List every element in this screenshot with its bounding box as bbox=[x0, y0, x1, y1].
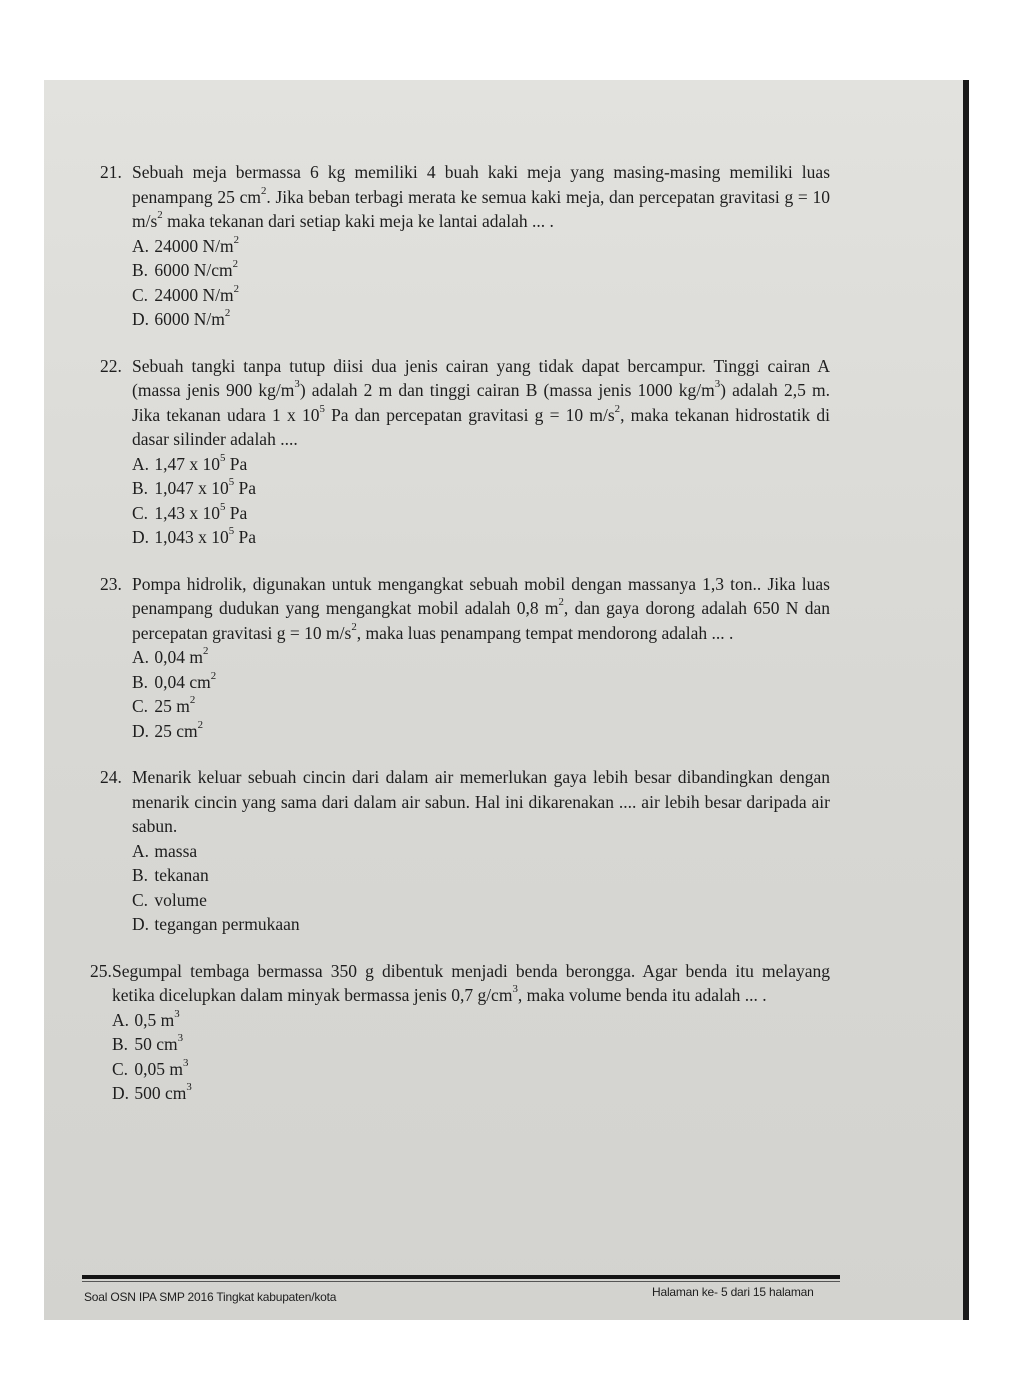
question-number: 24. bbox=[100, 767, 122, 787]
footer-page-number: Halaman ke- 5 dari 15 halaman bbox=[652, 1285, 814, 1299]
option-b bbox=[132, 863, 830, 888]
question-text: Menarik keluar sebuah cincin dari dalam air memerlukan gaya lebih besar dibandingkan dengan menarik cincin yang sama dari dalam air sabun. Hal ini dikarenakan .... air lebih besar daripada air sabun. bbox=[132, 767, 830, 836]
option-letter: D. bbox=[132, 309, 150, 329]
question-text: Sebuah tangki tanpa tutup diisi dua jenis cairan yang tidak dapat bercampur. Tinggi cairan A (massa jenis 900 $kg/m^3$) adalah 2 m dan tinggi cairan B (massa jenis 1000 $kg/m^3$) adalah 2,5 m. Jika tekanan udara 1 x $10^5$ Pa dan percepatan gravitasi g = 10 $m/s^2$, maka tekanan hidrostatik di dasar silinder adalah .... bbox=[132, 355, 830, 449]
option-letter: A. bbox=[112, 1009, 130, 1030]
option-text: 1,43 x $10^5$ Pa bbox=[154, 500, 248, 523]
option-text: 50 $cm^3$ bbox=[134, 1032, 184, 1054]
answer-options bbox=[132, 839, 830, 937]
option-d bbox=[132, 307, 830, 332]
option-b bbox=[112, 1032, 830, 1057]
option-letter: C. bbox=[132, 889, 149, 910]
option-text: 6000 $N/m^2$ bbox=[154, 307, 231, 329]
option-text: 0,5 $m^3$ bbox=[134, 1007, 180, 1030]
question-number: 23. bbox=[100, 573, 122, 594]
answer-options bbox=[132, 645, 830, 743]
option-b bbox=[132, 258, 830, 283]
option-letter: D. bbox=[132, 914, 150, 934]
option-text: volume bbox=[154, 889, 207, 910]
option-letter: B. bbox=[112, 1034, 129, 1054]
option-letter: C. bbox=[112, 1058, 129, 1079]
option-d bbox=[132, 719, 830, 744]
option-text: 24000 $N/m^2$ bbox=[154, 282, 240, 305]
answer-options bbox=[112, 1008, 830, 1106]
option-text: tekanan bbox=[154, 865, 209, 885]
option-letter: D. bbox=[132, 720, 150, 741]
option-a bbox=[132, 645, 830, 670]
answer-options bbox=[132, 452, 830, 550]
question-text: Sebuah meja bermassa 6 kg memiliki 4 buah kaki meja yang masing-masing memiliki luas penampang 25 $cm^2$. Jika beban terbagi merata ke semua kaki meja, dan percepatan gravitasi g = 10 $m/s^2$ maka tekanan dari setiap kaki meja ke lantai adalah ... . bbox=[132, 162, 831, 231]
footer-divider-thin bbox=[82, 1281, 840, 1282]
option-text: 25 $m^2$ bbox=[154, 694, 196, 716]
question-text: Segumpal tembaga bermassa 350 g dibentuk menjadi benda berongga. Agar benda itu melayang ketika dicelupkan dalam minyak bermassa jenis 0,7 $g/cm^3$, maka volume benda itu adalah ... . bbox=[112, 960, 830, 1005]
footer-divider bbox=[82, 1275, 840, 1279]
option-letter: A. bbox=[132, 840, 150, 861]
option-letter: C. bbox=[132, 696, 149, 716]
option-letter: C. bbox=[132, 502, 149, 523]
option-a bbox=[112, 1008, 830, 1033]
question-number: 22. bbox=[100, 355, 122, 376]
option-c bbox=[132, 501, 830, 526]
option-text: 0,05 $m^3$ bbox=[134, 1056, 189, 1079]
question-21 bbox=[100, 160, 830, 332]
option-letter: A. bbox=[132, 235, 150, 256]
option-c bbox=[132, 694, 830, 719]
option-d bbox=[132, 912, 830, 937]
option-d bbox=[112, 1081, 830, 1106]
option-a bbox=[132, 234, 830, 259]
option-letter: C. bbox=[132, 284, 149, 305]
option-a bbox=[132, 452, 830, 477]
option-letter: B. bbox=[132, 260, 149, 280]
option-text: 0,04 $cm^2$ bbox=[154, 669, 217, 692]
option-letter: B. bbox=[132, 865, 149, 885]
option-letter: B. bbox=[132, 478, 149, 498]
option-text: 24000 $N/m^2$ bbox=[154, 233, 240, 256]
option-b bbox=[132, 476, 830, 501]
option-text: 25 $cm^2$ bbox=[154, 718, 204, 741]
question-number: 25. bbox=[90, 960, 112, 981]
option-text: tegangan permukaan bbox=[154, 914, 300, 934]
option-text: 1,043 x $10^5$ Pa bbox=[154, 525, 257, 547]
option-text: 6000 $N/cm^2$ bbox=[154, 258, 239, 280]
option-d bbox=[132, 525, 830, 550]
question-text: Pompa hidrolik, digunakan untuk mengangkat sebuah mobil dengan massanya 1,3 ton.. Jika luas penampang dudukan yang mengangkat mobil adalah 0,8 $m^2$, dan gaya dorong adalah 650 N dan percepatan gravitasi g = 10 $m/s^2$, maka luas penampang tempat mendorong adalah ... . bbox=[132, 573, 830, 643]
option-letter: B. bbox=[132, 671, 149, 692]
option-b bbox=[132, 670, 830, 695]
option-letter: A. bbox=[132, 647, 150, 667]
question-25 bbox=[90, 959, 830, 1106]
question-23 bbox=[100, 572, 830, 744]
option-letter: A. bbox=[132, 453, 150, 474]
answer-options bbox=[132, 234, 830, 332]
question-number: 21. bbox=[100, 162, 122, 182]
option-text: 500 $cm^3$ bbox=[134, 1081, 192, 1103]
question-list bbox=[90, 160, 831, 1128]
option-text: massa bbox=[154, 840, 198, 861]
option-c bbox=[132, 283, 830, 308]
question-24 bbox=[100, 765, 830, 937]
option-text: 1,047 x $10^5$ Pa bbox=[154, 476, 257, 498]
option-c bbox=[132, 888, 830, 913]
option-text: 1,47 x $10^5$ Pa bbox=[154, 451, 248, 474]
option-letter: D. bbox=[132, 527, 150, 547]
option-letter: D. bbox=[112, 1083, 130, 1103]
option-a bbox=[132, 839, 830, 864]
option-text: 0,04 $m^2$ bbox=[154, 645, 209, 667]
footer-exam-title: Soal OSN IPA SMP 2016 Tingkat kabupaten/kota bbox=[84, 1290, 337, 1304]
question-22 bbox=[100, 354, 830, 550]
option-c bbox=[112, 1057, 830, 1082]
